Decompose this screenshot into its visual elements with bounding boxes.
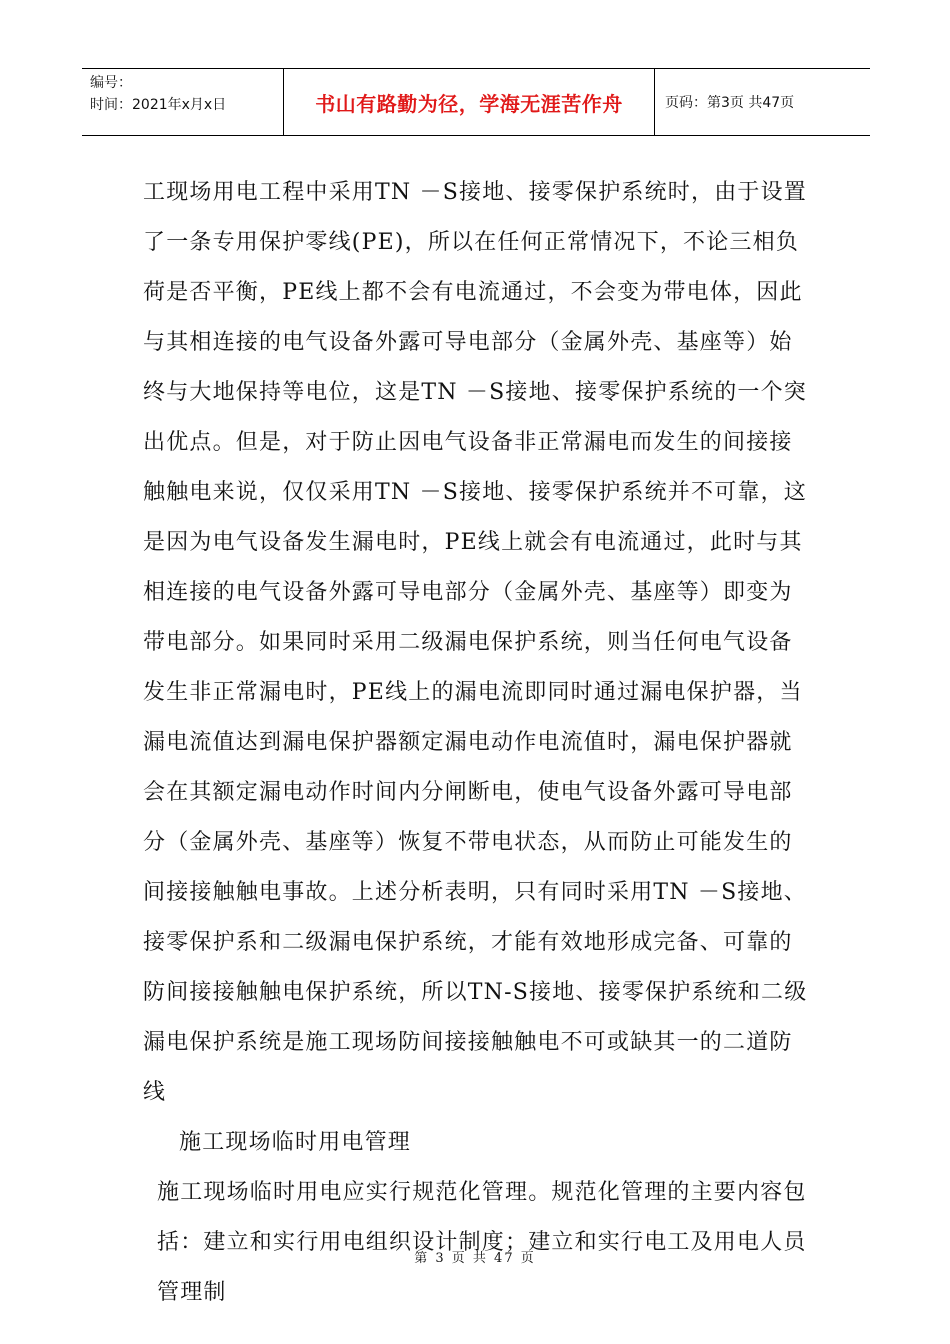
document-body	[143, 168, 815, 1318]
header-page-code: 页码：第3页 共47页	[665, 95, 795, 111]
page-footer: 第 3 页 共 47 页	[414, 1251, 536, 1266]
document-time: 时间：2021年x月x日	[90, 97, 227, 113]
page-header	[82, 68, 870, 136]
document-number: 编号：	[90, 75, 132, 91]
body-paragraph-2: 施工现场临时用电应实行规范化管理。规范化管理的主要内容包括：建立和实行用电组织设计制度；建立和实行电工及用电人员管理制	[157, 1180, 807, 1305]
section-subheading: 施工现场临时用电管理	[179, 1130, 412, 1155]
body-paragraph-1: 工现场用电工程中采用TN －S接地、接零保护系统时，由于设置了一条专用保护零线(PE)，所以在任何正常情况下，不论三相负荷是否平衡，PE线上都不会有电流通过，不会变为带电体，因此与其相连接的电气设备外露可导电部分（金属外壳、基座等）始终与大地保持等电位，这是TN －S接地、接零保护系统的一个突出优点。但是，对于防止因电气设备非正常漏电而发生的间接接触触电来说，仅仅采用TN －S接地、接零保护系统并不可靠，这是因为电气设备发生漏电时，PE线上就会有电流通过，此时与其相连接的电气设备外露可导电部分（金属外壳、基座等）即变为带电部分。如果同时采用二级漏电保护系统，则当任何电气设备发生非正常漏电时，PE线上的漏电流即同时通过漏电保护器，当漏电流值达到漏电保护器额定漏电动作电流值时，漏电保护器就会在其额定漏电动作时间内分闸断电，使电气设备外露可导电部分（金属外壳、基座等）恢复不带电状态，从而防止可能发生的间接接触触电事故。上述分析表明，只有同时采用TN －S接地、接零保护系和二级漏电保护系统，才能有效地形成完备、可靠的防间接接触触电保护系统，所以TN-S接地、接零保护系统和二级漏电保护系统是施工现场防间接接触触电不可或缺其一的二道防线	[143, 180, 808, 1105]
header-info	[82, 69, 283, 135]
header-motto: 书山有路勤为径，学海无涯苦作舟	[283, 69, 655, 135]
